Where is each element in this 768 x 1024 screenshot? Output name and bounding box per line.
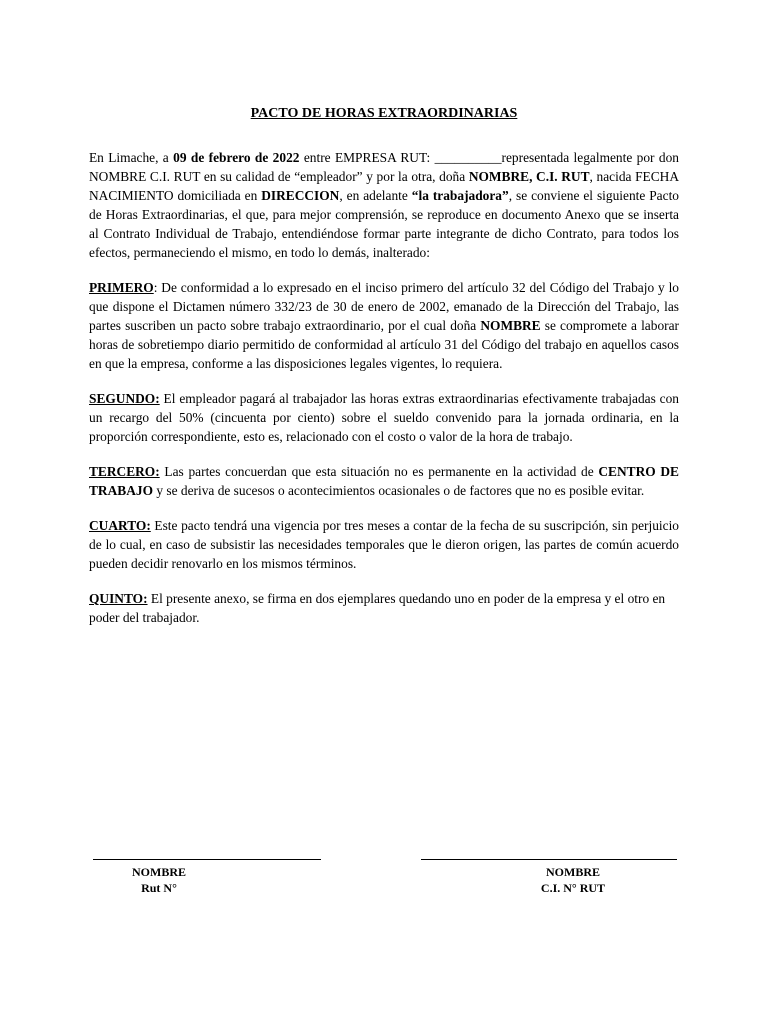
worker-name-id: NOMBRE, C.I. RUT — [468, 169, 590, 184]
signature-name: NOMBRE — [546, 865, 600, 879]
signature-id: Rut N° — [141, 881, 177, 895]
signature-line — [421, 859, 677, 860]
work-center: CENTRO DE TRABAJO — [89, 464, 679, 498]
clause-heading: PRIMERO — [89, 280, 154, 295]
clause-segundo: SEGUNDO: El empleador pagará al trabajador las horas extras extraordinarias efectivamente trabajadas con un recargo del 50% (cincuenta por ciento) sobre el sueldo convenido para la jornada ordinaria, en la proporción correspondiente, esto es, relacionado con el costo o valor de la hora de trabajo. — [89, 391, 679, 444]
signature-line — [93, 859, 321, 860]
clause-heading: SEGUNDO: — [89, 391, 160, 406]
signature-block-worker — [421, 859, 677, 896]
worker-name: NOMBRE — [480, 318, 541, 333]
clause-quinto: QUINTO: El presente anexo, se firma en dos ejemplares quedando uno en poder de la empresa y el otro en poder del trabajador. — [89, 591, 666, 625]
intro-paragraph: En Limache, a 09 de febrero de 2022 entre EMPRESA RUT: __________representada legalmente por don NOMBRE C.I. RUT en su calidad de “empleador” y por la otra, doña NOMBRE, C.I. RUT, nacida FECHA NACIMIENTO domiciliada en DIRECCION, en adelante “la trabajadora”, se conviene el siguiente Pacto de Horas Extraordinarias, el que, para mejor comprensión, se reproduce en documento Anexo que se inserta al Contrato Individual de Trabajo, entendiéndose formar parte integrante de dicho Contrato, para todos los efectos, permaneciendo el mismo, en todo lo demás, inalterado: — [89, 150, 680, 260]
clause-primero: PRIMERO: De conformidad a lo expresado en el inciso primero del artículo 32 del Código del Trabajo y lo que dispone el Dictamen número 332/23 de 30 de enero de 2002, emanado de la Dirección del Trabajo, las partes suscriben un pacto sobre trabajo extraordinario, por el cual doña NOMBRE se compromete a laborar horas de sobretiempo diario permitido de conformidad al artículo 31 del Código del trabajo en aquellos casos en que la empresa, conforme a las disposiciones legales vigentes, lo requiera. — [89, 280, 679, 371]
signature-block-employer — [93, 859, 321, 896]
contract-date: 09 de febrero de 2022 — [173, 150, 300, 165]
clause-heading: CUARTO: — [89, 518, 151, 533]
clause-heading: TERCERO: — [89, 464, 160, 479]
clause-tercero: TERCERO: Las partes concuerdan que esta situación no es permanente en la actividad de CENTRO DE TRABAJO y se deriva de sucesos o acontecimientos ocasionales o de factores que no es posible evitar. — [89, 464, 679, 498]
document-body — [89, 148, 679, 643]
signature-id: C.I. N° RUT — [540, 881, 606, 895]
worker-designation: “la trabajadora” — [411, 188, 509, 203]
signature-name: NOMBRE — [132, 865, 186, 879]
clause-cuarto: CUARTO: Este pacto tendrá una vigencia por tres meses a contar de la fecha de su suscripción, sin perjuicio de lo cual, en caso de subsistir las necesidades temporales que le dieron origen, las partes de común acuerdo pueden decidir renovarlo en los mismos términos. — [89, 518, 679, 571]
document-title: PACTO DE HORAS EXTRAORDINARIAS — [250, 106, 518, 121]
worker-address: DIRECCION — [261, 188, 340, 203]
clause-heading: QUINTO: — [89, 591, 148, 606]
